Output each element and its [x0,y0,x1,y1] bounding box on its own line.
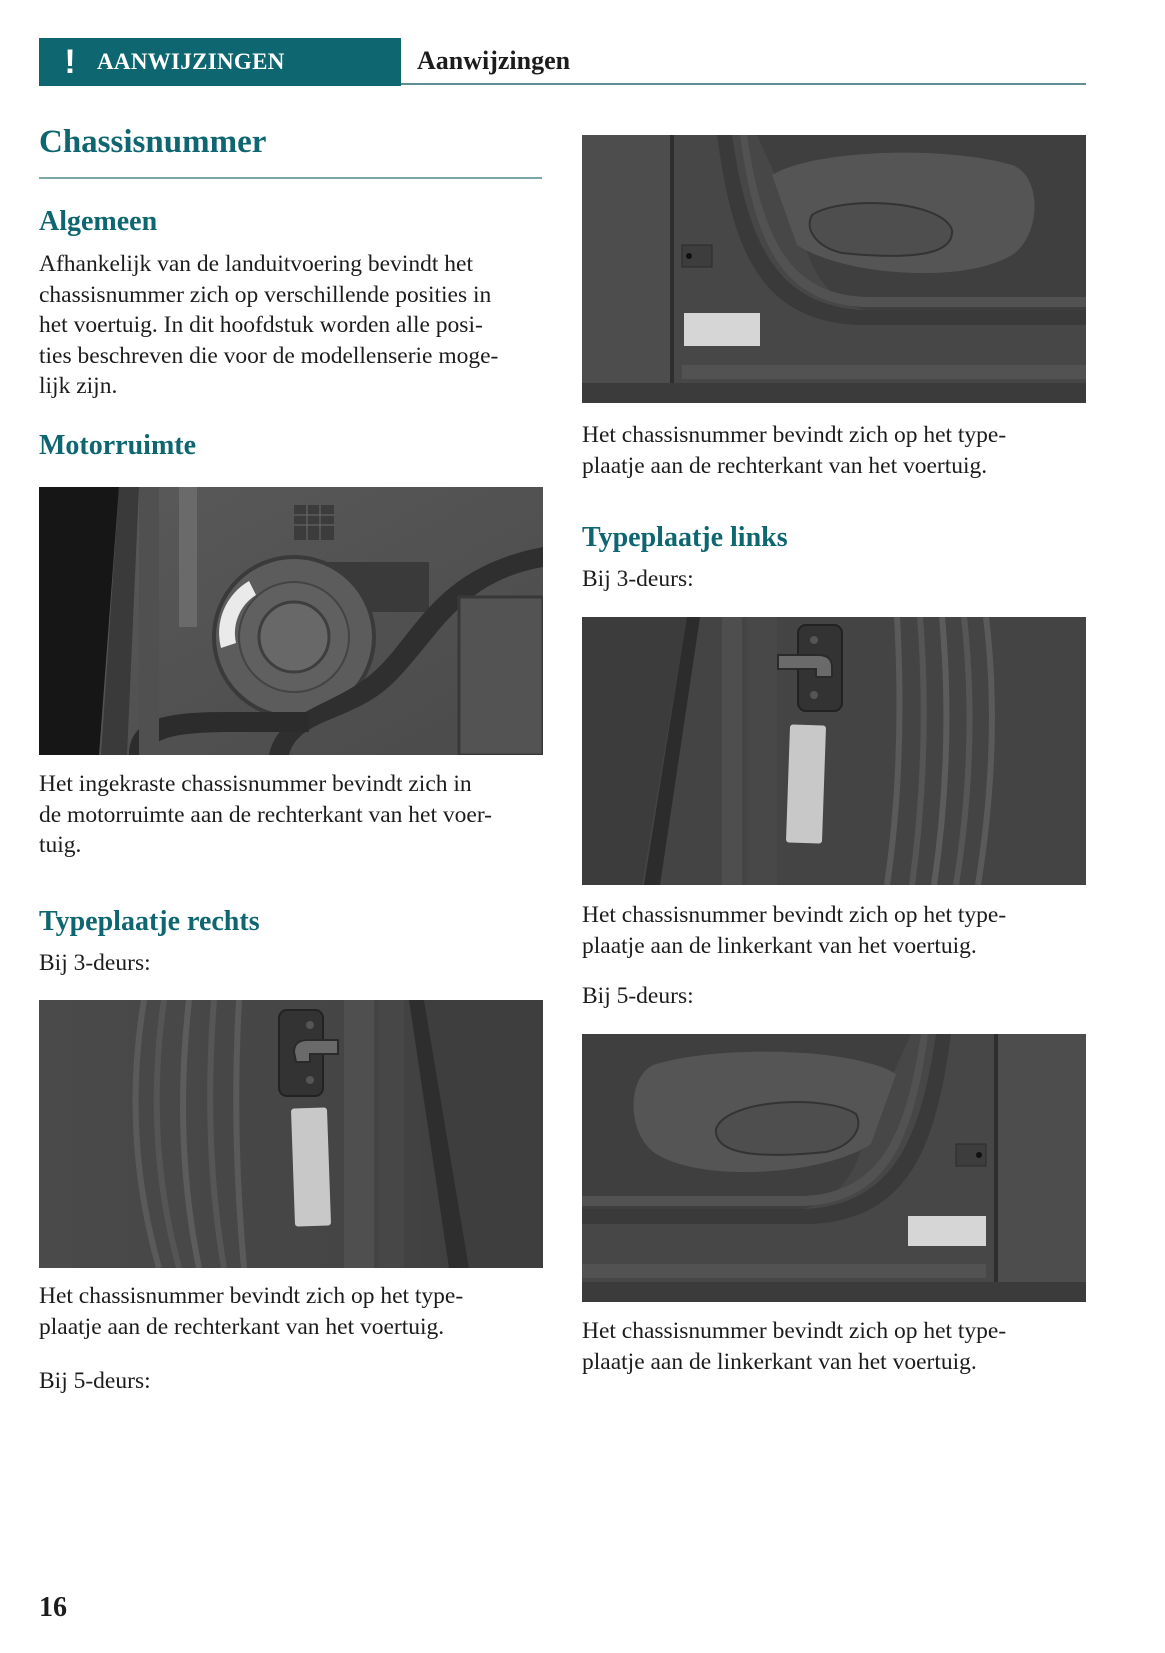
exclamation-icon: ! [64,42,76,81]
heading-motorruimte: Motorruimte [39,430,197,461]
text-line: ties beschreven die voor de modellenserie moge- [39,342,499,369]
text-line: Het ingekraste chassisnummer bevindt zich in [39,771,472,797]
text-line: Het chassisnummer bevindt zich op het type- [582,1318,1007,1344]
caption-links-3-deurs [582,900,1006,961]
text-line: lijk zijn. [39,373,118,399]
text-line: chassisnummer zich op verschillende posities in [39,281,492,308]
text-line: plaatje aan de linkerkant van het voertuig. [582,1348,977,1375]
text-line: Bij 5-deurs: [39,1368,151,1394]
text-line: de motorruimte aan de rechterkant van het voer- [39,801,493,828]
caption-motorruimte [39,769,492,861]
text-line: Het chassisnummer bevindt zich op het type- [39,1283,464,1309]
text-line: plaatje aan de linkerkant van het voertuig. [582,932,977,959]
page-number: 16 [39,1592,67,1623]
page-header [39,38,1086,86]
text-line: plaatje aan de rechterkant van het voertuig. [582,452,988,479]
header-divider [401,83,1086,85]
text-line: het voertuig. In dit hoofdstuk worden alle posi- [39,312,483,338]
caption-rechts-5-deurs [582,420,1006,481]
text-line: Afhankelijk van de landuitvoering bevindt het [39,251,473,277]
engine-bay-image [39,487,543,755]
title-divider [39,177,542,179]
type-plate-left-3-door-image [582,617,1086,885]
text-line: Het chassisnummer bevindt zich op het type- [582,422,1007,448]
text-line: tuig. [39,832,82,858]
text-line: Bij 3-deurs: [582,566,694,592]
page-title: Chassisnummer [39,124,267,160]
text-line: Het chassisnummer bevindt zich op het type- [582,902,1007,928]
type-plate-right-5-door-image [582,135,1086,403]
heading-typeplaatje-rechts: Typeplaatje rechts [39,906,260,937]
text-line: plaatje aan de rechterkant van het voertuig. [39,1313,445,1340]
type-plate-left-5-door-image [582,1034,1086,1302]
paragraph-algemeen [39,249,498,402]
text-line: Bij 5-deurs: [582,983,694,1009]
variant-label-3-deurs-links [582,564,694,595]
text-line: Bij 3-deurs: [39,950,151,976]
caption-rechts-3-deurs [39,1281,463,1342]
variant-label-5-deurs-links [582,981,694,1012]
chapter-tab-label: AANWIJZINGEN [97,49,285,74]
variant-label-5-deurs-rechts [39,1366,151,1397]
chapter-tab [39,38,401,86]
heading-typeplaatje-links: Typeplaatje links [582,522,788,553]
caption-links-5-deurs [582,1316,1006,1377]
type-plate-right-3-door-image [39,1000,543,1268]
variant-label-3-deurs-rechts [39,948,151,979]
heading-algemeen: Algemeen [39,206,158,237]
section-title: Aanwijzingen [417,46,571,75]
